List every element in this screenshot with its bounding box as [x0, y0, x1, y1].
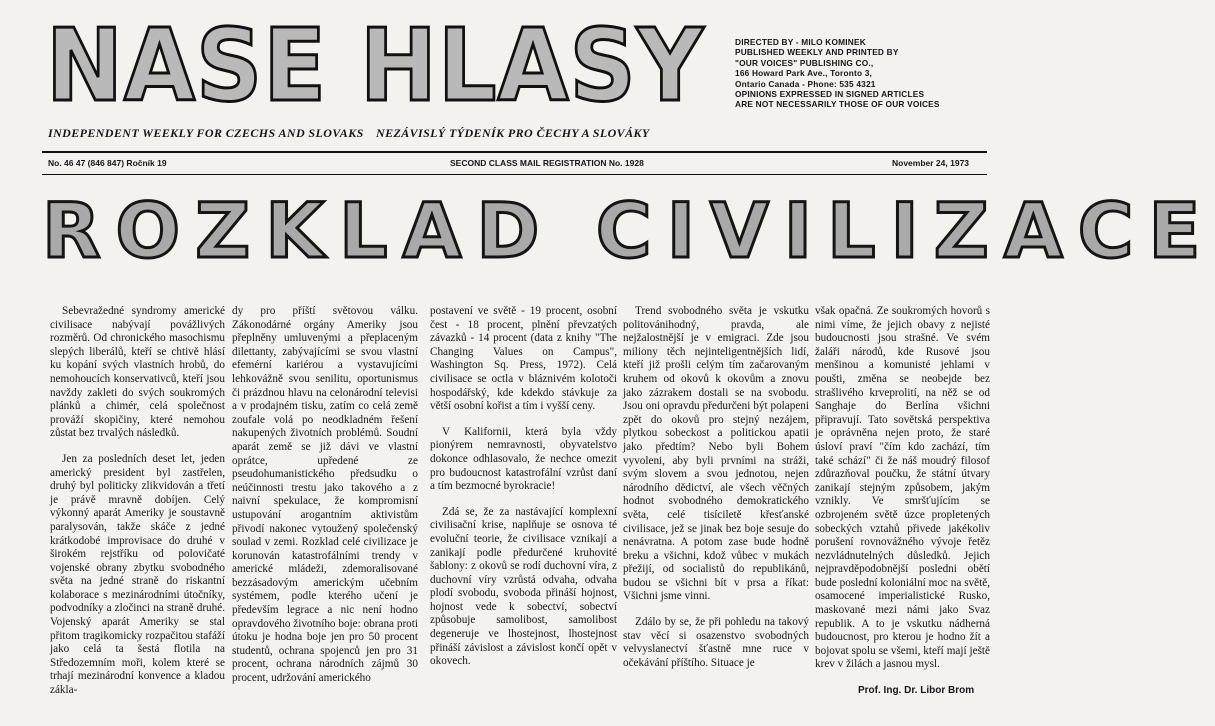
paragraph: V Kalifornii, která byla vždy pionýrem nemravnosti, obyvatelstvo dokonce odhlasovalo, že nechce omezit pro budoucnost katastrofální vzrůst daní a tím bezmocné byrokracie!	[430, 425, 617, 493]
article-column-2	[232, 305, 418, 698]
paragraph: však opačná. Ze soukromých hovorů s nimi víme, že jejich obavy z nejisté budoucnosti jsou strašné. Ve svém žaláři národů, kde Rusové jsou menšinou a komunisté jehlami v poušti, změna se neobejde bez strašlivého krveprolití, na něž se od Sanghaje do Berlína všichni připravují. Tato sovětská perspektiva je oprávněna nejen proto, že staré úsloví praví "čím kdo zachází, tím také schází" či že náš moudrý filosof zdůrazňoval poučku, že státní útvary zanikají stejným způsobem, jakým vznikly. Ve smršťujícím se ozbrojeném světě úzce propletených sobeckých vztahů přivede jakékoliv porušení rovnovážného vývoje řetěz nezvládnutelných důsledků. Jejich nejpravděpodobnější posledni obětí bude poslední koloniální moc na světě, osamocené imperialistické Rusko, maskované mezi námi jako Svaz republik. A to je vskutku nádherná budoucnost, pro kterou je hodno žít a bojovat spolu se všemi, kteří mají ještě krev v žilách a jasnou mysl.	[815, 305, 990, 671]
article-column-5	[815, 305, 990, 684]
article-column-1	[50, 305, 225, 710]
headline: ROZKLAD CIVILIZACE	[42, 186, 1215, 275]
tagline-czech: NEZÁVISLÝ TÝDENÍK PRO ČECHY A SLOVÁKY	[376, 126, 650, 140]
masthead-title: NASE HLASY	[46, 7, 705, 124]
paragraph: postavení ve světě - 19 procent, osobní čest - 18 procent, plnění převzatých závazků - 14 procent (data z knihy "The Changing Values on Campus", Washington Sq. Press, 1972). Celá civilisace se octla v bláznivém kolotoči hospodářský, kde kdekdo stávkuje za větší osobní kořist a tím i vyšší ceny.	[430, 305, 617, 413]
paragraph: Jen za posledních deset let, jeden americký president byl zastřelen, druhý byl politicky zlikvidován a třetí je právě mravně dobíjen. Celý výkonný aparát Ameriky je soustavně paralysován, takže skáče z jedné krátkodobé improvisace do druhé v širokém rejstříku od polovičaté vojenské obrany zbytku svobodného světa na jedné straně do riskantní kolaborace s mezinárodními útočníky, podvodníky a zločinci na straně druhé. Vojenský aparát Ameriky se stal přitom tragikomicky rozpačitou stafáží jako celá ta šestá flotila na Středozemním moři, kolem které se trhají mezinárodní konvence a kladou zákla-	[50, 452, 225, 697]
issue-date: November 24, 1973	[892, 158, 970, 168]
paragraph: Zdá se, že za nastávající komplexní civilisační krise, naplňuje se osnova té evoluční teorie, že civilisace vznikají a zanikají podle předurčené kruhovité šablony: z okovů se rodí duchovní víra, z duchovní víry vzrůstá odvaha, odvaha plodí svobodu, svoboda přináší hojnost, hojnost vede k sobectví, sobectví způsobuje samolibost, samolibost degeneruje ve lhostejnost, lhostejnost přináší závislost a závislost končí opět v okovech.	[430, 505, 617, 668]
publisher-line: "OUR VOICES" PUBLISHING CO.,	[735, 57, 874, 68]
issue-number: No. 46 47 (846 847) Ročník 19	[48, 158, 167, 168]
publisher-line: ARE NOT NECESSARILY THOSE OF OUR VOICES	[735, 99, 940, 110]
dateline-rule-top	[42, 151, 987, 153]
article-column-4	[623, 305, 809, 682]
author-signature: Prof. Ing. Dr. Libor Brom	[858, 685, 975, 696]
publisher-line: Ontario Canada - Phone: 535 4321	[735, 78, 876, 89]
publisher-info	[735, 37, 981, 110]
publisher-line: PUBLISHED WEEKLY AND PRINTED BY	[735, 47, 899, 58]
publisher-line: DIRECTED BY - MILO KOMINEK	[735, 37, 866, 47]
paragraph: Trend svobodného světa je vskutku politovánihodný, pravda, ale nejžalostnější je v emigraci. Zde jsou miliony těch nejinteligentnějších lidí, kteří již prošli celým tím začarovaným kruhem od okovů k okovům a znovu jako zázrakem dostali se na svobodu. Jsou oni opravdu předurčeni být polapeni zpět do okovů pro stejný nezájem, plytkou sobeckost a politickou apatii jako předtím? Nebo byli Bohem vyvoleni, aby byli prvními na stráži, svým slovem a svou jednotou, nejen národního dědictví, ale všech věčných hodnot svobodného demokratického světa, celé tisíciletě křesťanské civilisace, jež se jinak bez boje sesuje do nenávratna. A potom zase bude hodně breku a všichni, kdož vůbec v mukách přežijí, od socialistů do republikánů, budou se všichni bít v prsa a říkat: Všichni jsme vinni.	[623, 305, 809, 603]
paragraph: Sebevražedné syndromy americké civilisace nabývají povážlivých rozměrů. Od chronického masochismu slepých liberálů, kteří se chtivě hlásí ku kopání svých vlastních hrobů, do nemohoucích konservativců, kteří jsou navždy zakleti do svých soukromých plánků a chimér, celá společnost prováží skopičiny, které nemohou zůstat bez trvalých následků.	[50, 305, 225, 440]
publisher-line: OPINIONS EXPRESSED IN SIGNED ARTICLES	[735, 89, 925, 100]
article-column-3	[430, 305, 617, 681]
tagline-english: INDEPENDENT WEEKLY FOR CZECHS AND SLOVAKS	[48, 126, 364, 140]
publisher-line: 166 Howard Park Ave., Toronto 3,	[735, 68, 873, 79]
paragraph: Zdálo by se, že při pohledu na takový stav věcí si osazenstvo svobodných velvyslanectví šťastně mne ruce v očekávání příštího. Situace je	[623, 616, 809, 669]
mail-registration: SECOND CLASS MAIL REGISTRATION No. 1928	[450, 158, 644, 168]
paragraph: dy pro příští světovou válku. Zákonodárné orgány Ameriky jsou přeplněny umluvenými a přeplaceným dilettanty, zabývajícími se svou vlastní efemérní kariérou a vystavujícími lehkovážně svou senilitu, oportunismus či prázdnou hlavu na celonárodní televisi a v prodajném tisku, zatím co celá země zoufale volá po neodkladném řešení nakupených životních problémů. Soudní aparát země se již dávi ve vlastní oprátce, upředené ze pseudohumanistického předsudku o neúčinnosti trestu jako takového a z naivní spekulace, že kompromisní ustupování arogantním aktivistům přivodí nakonec vytoužený společenský soulad v zemi. Rozklad celé civilizace je korunován katastrofálními trendy v americké mládeži, zdemoralisované bezzásadovým americkým učebním systémem, podle kterého učení je především legrace a nic není hodno opravdového životního boje: obrana proti útoku je hodna boje jen pro 50 procent studentů, ochrana spojenců jen pro 31 procent, ochrana národních zájmů 30 procent, udržování amerického	[232, 305, 418, 685]
dateline-rule-bottom	[42, 174, 987, 175]
